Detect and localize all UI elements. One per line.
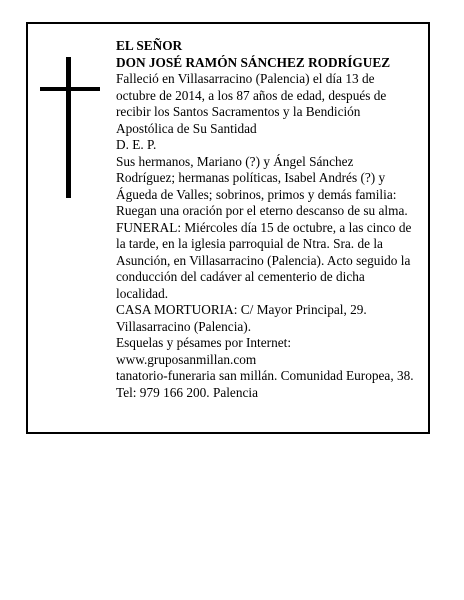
notice-line: Villasarracino (Palencia). [116, 318, 252, 334]
notice-title: EL SEÑOR [116, 38, 183, 53]
notice-line: D. E. P. [116, 137, 157, 152]
notice-text [116, 38, 428, 401]
notice-line: CASA MORTUORIA: C/ Mayor Principal, 29. [116, 302, 367, 317]
website-link[interactable]: www.gruposanmillan.com [116, 351, 257, 367]
notice-line: Falleció en Villasarracino (Palencia) el día 13 de [116, 71, 375, 86]
notice-line: Rodríguez; hermanas políticas, Isabel Andrés (?) y [116, 170, 386, 185]
notice-line: recibir los Santos Sacramentos y la Bendición [116, 104, 361, 119]
notice-line: Tel: 979 166 200. Palencia [116, 384, 258, 400]
notice-line: Sus hermanos, Mariano (?) y Ángel Sánchez [116, 153, 354, 169]
notice-line: Asunción, en Villasarracino (Palencia). Acto seguido la [116, 252, 411, 268]
notice-line: tanatorio-funeraria san millán. Comunidad Europea, 38. [116, 368, 414, 383]
notice-line: localidad. [116, 285, 169, 301]
notice-line: la tarde, en la iglesia parroquial de Ntra. Sra. de la [116, 236, 383, 251]
notice-line: FUNERAL: Miércoles día 15 de octubre, a las cinco de [116, 219, 412, 235]
cross-vertical-bar [66, 57, 71, 198]
notice-line: Águeda de Valles; sobrinos, primos y demás familia: [116, 186, 397, 202]
notice-line: Ruegan una oración por el eterno descanso de su alma. [116, 203, 408, 218]
notice-line: Esquelas y pésames por Internet: [116, 335, 292, 350]
cross-horizontal-bar [40, 87, 100, 91]
latin-cross-icon [40, 57, 100, 198]
notice-line: conducción del cadáver al cementerio de dicha [116, 269, 365, 284]
deceased-name: DON JOSÉ RAMÓN SÁNCHEZ RODRÍGUEZ [116, 54, 391, 70]
obituary-notice [26, 22, 430, 434]
notice-line: Apostólica de Su Santidad [116, 120, 257, 136]
notice-line: octubre de 2014, a los 87 años de edad, después de [116, 87, 387, 103]
